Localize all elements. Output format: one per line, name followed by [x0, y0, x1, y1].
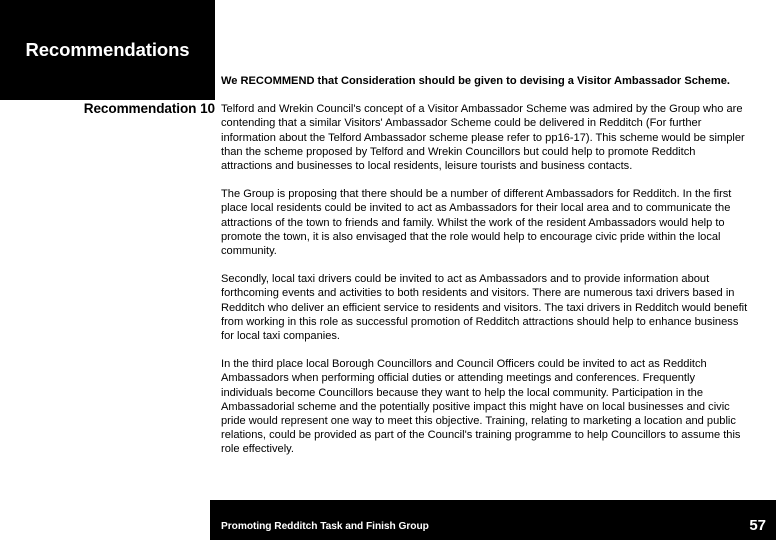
- body-content: [221, 74, 749, 457]
- paragraph-councillor-ambassadors: In the third place local Borough Councillors and Council Officers could be invited to act as Redditch Ambassadors when performing official duties or attending meetings and conferences. Frequently individuals become Councillors because they want to help the local community. Participation in the Ambassadorial scheme and the potentially positive impact this might have on local businesses and civic pride would represent one way to meet this objective. Training, relating to marketing a location and public relations, could be provided as part of the Council's training programme to help Councillors to assume this role effectively.: [221, 358, 741, 456]
- footer-bar: [210, 500, 776, 540]
- paragraph-telford-wrekin-concept: Telford and Wrekin Council's concept of a Visitor Ambassador Scheme was admired by the Group who are contending that a similar Visitors' Ambassador Scheme could be delivered in Redditch (For further information about the Telford Ambassador scheme please refer to pp16-17). This scheme would be simpler than the scheme proposed by Telford and Wrekin Councillors but could help to promote Redditch attractions and businesses to local residents, leisure tourists and business contacts.: [221, 103, 745, 173]
- page-title: Recommendations: [25, 39, 190, 60]
- section-title-block: [0, 0, 215, 100]
- footer-document-title: Promoting Redditch Task and Finish Group: [221, 521, 429, 532]
- footer-page-number: 57: [749, 517, 766, 534]
- recommendation-number-label: Recommendation 10: [83, 101, 215, 116]
- paragraph-resident-ambassadors: The Group is proposing that there should be a number of different Ambassadors for Redditch. In the first place local residents could be invited to act as Ambassadors for their local area and to communicate the attractions of the town to friends and family. Whilst the work of the resident Ambassadors would help to promote the town, it is also envisaged that the role would help to encourage civic pride within the local community.: [221, 188, 732, 258]
- recommendation-statement: We RECOMMEND that Consideration should be given to devising a Visitor Ambassador Scheme.: [221, 75, 730, 87]
- paragraph-taxi-driver-ambassadors: Secondly, local taxi drivers could be invited to act as Ambassadors and to provide information about forthcoming events and activities to both residents and visitors. There are numerous taxi drivers based in Redditch who deliver an efficient service to residents and visitors. The taxi drivers in Redditch would benefit from working in this role as successful promotion of Redditch attractions should help to enhance business for local taxi companies.: [221, 273, 748, 343]
